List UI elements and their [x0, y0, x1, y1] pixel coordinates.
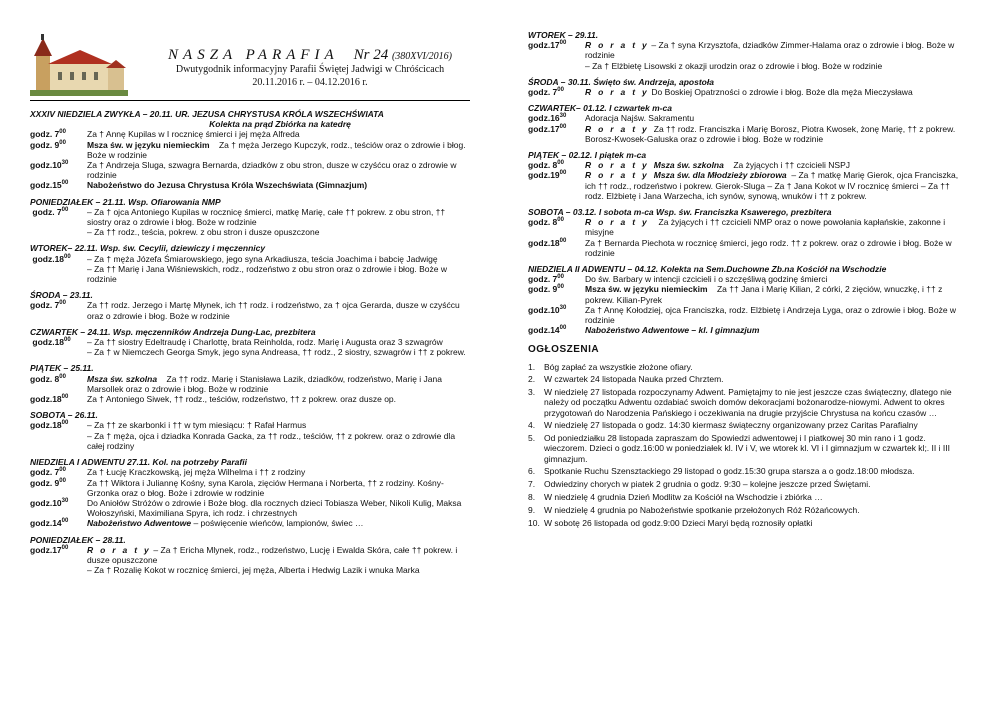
- section-saturday-2611: [30, 410, 470, 451]
- section-saturday-0312: [528, 207, 964, 258]
- mass-row: $godz.14^{00}$ Nabożeństwo Adwentowe – kl. I gimnazjum: [528, 325, 760, 336]
- mass-row: godz. $8^{00}$ R o r a t y Msza św. szkolna Za żyjących i †† czcicieli NSPJ: [528, 160, 850, 171]
- section-sunday-2011: [30, 109, 470, 191]
- masthead-text: [148, 47, 472, 89]
- mass-row: $godz.17^{00}$ R o r a t y Za †† rodz. Franciszka i Marię Borosz, Piotra Kwosek, żonę Marię, †† z pokrew. Borosz-Kwosek-Galuska oraz o zdrowie i błog. Boże w rodzinie: [528, 123, 956, 144]
- left-column: [30, 0, 470, 581]
- mass-row: $godz.10^{30}$ Za † Andrzeja Sluga, szwagra Bernarda, dziadków z obu stron, dusze w czyśćcu oraz o zdrowie w rodzinie: [30, 160, 457, 181]
- section-monday-2111: [30, 197, 470, 238]
- mass-row: godz. $9^{00}$ Msza św. w języku niemieckim Za † męża Jerzego Kupczyk, rodz., teściów oraz o zdrowie i błog. Boże w rodzinie: [30, 139, 466, 160]
- mass-row: godz. $7^{00}$ Za † Łucję Kraczkowską, jej męża Wilhelma i †† z rodziny: [30, 467, 306, 478]
- mass-row: godz. $8^{00}$ R o r a t y Za żyjących i †† czcicieli NMP oraz o nowe powołania kapłańskie, zakonne i misyjne: [528, 217, 946, 238]
- section-heading: CZWARTEK – 24.11. Wsp. męczenników Andrzeja Dung-Lac, prezbitera: [30, 326, 316, 337]
- mass-row: $godz.18^{00}$ – Za † męża Józefa Śmiarowskiego, jego syna Arkadiusza, teścia Joachima i babcię Jadwigę – Za †† Marię i Jana Wiśniewskich, rodz., rodzeństwo z obu stron oraz o zdrowie i błog. Boże w rodzinie: [32, 253, 447, 285]
- announcement-item: 7. Odwiedziny chorych w piatek 2 grudnia o godz. 9:30 – kolejne jeszcze przed Świętami.: [528, 479, 871, 490]
- issue-number: Nr 24 (380XVI/2016): [353, 47, 452, 63]
- header-rule: [30, 100, 470, 101]
- church-logo: [30, 34, 128, 96]
- section-wednesday-2311: [30, 290, 470, 321]
- announcement-item: 4. W niedzielę 27 listopada o godz. 14:30 kiermasz świąteczny organizowany przez Caritas Parafialny: [528, 420, 918, 431]
- section-heading: WTOREK– 22.11. Wsp. św. Cecylii, dziewiczy i męczennicy: [30, 243, 266, 254]
- announcement-item: 10. W sobotę 26 listopada od godz.9:00 Dzieci Maryi będą roznosiły opłatki: [528, 517, 813, 528]
- mass-row: $godz.18^{00}$ – Za †† siostry Edeltraudę i Charlottę, brata Reinholda, rodz. Marię i Augusta oraz 3 szwagrów – Za † w Niemczech Georga Smyk, jego syna Andreasa, †† rodz., 2 siostry, szwagrów i †† z pokrew.: [32, 337, 466, 358]
- section-sunday-0412: [528, 264, 964, 335]
- announcement-item: 2. W czwartek 24 listopada Nauka przed Chrztem.: [528, 374, 724, 385]
- right-column: [528, 30, 964, 530]
- section-thursday-0112: [528, 103, 964, 144]
- mass-row: godz. $7^{00}$ Za †† rodz. Jerzego i Martę Młynek, ich †† rodz. i rodzeństwo, za † ojca Gerarda, dusze w czyśćcu oraz o zdrowie i błog. Boże w rodzinie: [30, 300, 460, 321]
- section-friday-2511: [30, 363, 470, 404]
- mass-row: $godz.10^{30}$ Za † Annę Kołodziej, ojca Franciszka, rodz. Elżbietę i Andrzeja Lyga, oraz o zdrowie i błog. Boże w rodzinie: [528, 304, 957, 326]
- section-subheading: Kolekta na prąd Zbiórka na katedrę: [209, 119, 351, 130]
- mass-row: $godz.10^{30}$ Do Aniołów Stróżów o zdrowie i Boże błog. dla rocznych dzieci Tobiasza Weber, Nikoli Kulig, Maksa Wołoszyński, Maximiliana Spyra, ich rodz. i chrzestnych: [30, 497, 462, 519]
- mass-row: godz. $7^{00}$ Do św. Barbary w intencji czcicieli i o szczęśliwą godzinę śmierci: [528, 274, 828, 285]
- section-heading: ŚRODA – 23.11.: [30, 290, 93, 301]
- mass-row: $godz.18^{00}$ Za † Antoniego Siwek, †† rodz., teściów, rodzeństwo, †† z pokrew. oraz dusze op.: [30, 394, 397, 405]
- section-heading: XXXIV NIEDZIELA ZWYKŁA – 20.11. UR. JEZUSA CHRYSTUSA KRÓLA WSZECHŚWIATA: [30, 109, 384, 119]
- section-monday-2811: [30, 535, 470, 576]
- section-heading: ŚRODA – 30.11. Święto św. Andrzeja, apostoła: [528, 76, 714, 87]
- mass-row: $godz.15^{00}$ Nabożeństwo do Jezusa Chrystusa Króla Wszechświata (Gimnazjum): [30, 180, 368, 191]
- section-sunday-2711: [30, 457, 470, 528]
- section-friday-0212: [528, 150, 964, 201]
- announcement-item: 8. W niedzielę 4 grudnia Dzień Modlitw za Kościół na Wschodzie i zbiórka …: [528, 492, 823, 503]
- issue-dates: 20.11.2016 r. – 04.12.2016 r.: [252, 77, 368, 89]
- mass-row: $godz.17^{00}$ R o r a t y – Za † syna Krzysztofa, dziadków Zimmer-Halama oraz o zdrowie i błog. Boże w rodzinie – Za † Elżbietę Lisowski z okazji urodzin oraz o zdrowie i błog. Boże w rodzinie: [528, 40, 955, 71]
- section-heading: SOBOTA – 03.12. I sobota m-ca Wsp. św. Franciszka Ksawerego, prezbitera: [528, 207, 832, 218]
- section-heading: WTOREK – 29.11.: [528, 30, 599, 40]
- section-heading: PONIEDZIAŁEK – 21.11. Wsp. Ofiarowania NMP: [30, 196, 221, 207]
- section-tuesday-2911: [528, 30, 964, 71]
- mass-row: $godz.17^{00}$ R o r a t y – Za † Ericha Mlynek, rodz., rodzeństwo, Lucję i Ewalda Skóra, całe †† pokrew. i dusze opuszczone – Za † Rozalię Kokot w rocznicę śmierci, jej męża, Alberta i Hedwig Lazik i wnuka Marka: [30, 544, 458, 576]
- announcement-item: 3. W niedzielę 27 listopada rozpoczynamy Adwent. Pamiętajmy to nie jest jeszcze czas świąteczny, dlatego nie należy od początku Adwentu ozdabiać swoich domów dekoracjami bożonarodze-niowymi. Adwent to okres przygotowań do Narodzenia Pańskiego i oczekiwania na drugie przyjście Chrystusa na końcu czasów …: [528, 387, 952, 418]
- section-heading: PONIEDZIAŁEK – 28.11.: [30, 534, 126, 545]
- mass-row: $godz.18^{00}$ Za † Bernarda Piechota w rocznicę śmierci, jego rodz. †† z pokrew. oraz o zdrowie i błog. Boże w rodzinie: [528, 237, 952, 258]
- mass-row: godz. $7^{00}$ R o r a t y Do Boskiej Opatrzności o zdrowie i błog. Boże dla męża Mieczysława: [528, 87, 913, 98]
- section-heading: SOBOTA – 26.11.: [30, 410, 98, 421]
- announcements-title: OGŁOSZENIA: [528, 344, 600, 356]
- section-heading: CZWARTEK– 01.12. I czwartek m-ca: [528, 103, 672, 114]
- section-thursday-2411: [30, 327, 470, 358]
- paper-subtitle: Dwutygodnik informacyjny Parafii Świętej Jadwigi w Chróścicach: [175, 64, 445, 76]
- section-heading: NIEDZIELA I ADWENTU 27.11. Kol. na potrzeby Parafii: [30, 457, 247, 468]
- mass-row: $godz.16^{30}$ Adoracja Najśw. Sakramentu: [528, 113, 695, 124]
- mass-row: $godz.14^{00}$ Nabożeństwo Adwentowe – poświęcenie wieńców, lampionów, świec …: [30, 518, 364, 529]
- mass-row: godz. $7^{00}$ – Za † ojca Antoniego Kupilas w rocznicę śmierci, matkę Marię, całe †† pokrew. z obu stron, †† siostry oraz o zdrowie i błog. Boże w rodzinie – Za †† rodz., teścia, pokrew. z obu stron i dusze opuszczone: [32, 206, 446, 238]
- mass-row: godz. $7^{00}$ Za † Annę Kupilas w I rocznicę śmierci i jej męża Alfreda: [30, 129, 300, 140]
- announcement-item: 6. Spotkanie Ruchu Szensztackiego 29 listopad o godz.15:30 grupa starsza a o godz.18:00 młodsza.: [528, 466, 915, 477]
- section-tuesday-2211: [30, 243, 470, 284]
- announcement-item: 1. Bóg zapłać za wszystkie złożone ofiary.: [528, 361, 693, 372]
- announcement-item: 9. W niedzielę 4 grudnia po Nabożeństwie spotkanie przełożonych Róż Różańcowych.: [528, 504, 860, 515]
- mass-row: $godz.18^{00}$ – Za †† ze skarbonki i †† w tym miesiącu: † Rafał Harmus – Za † męża, ojca i dziadka Konrada Gacka, za †† rodz., teściów, †† z pokrew. oraz o zdrowie dla całej rodziny: [30, 420, 456, 451]
- paper-title: NASZA PARAFIA: [168, 47, 339, 63]
- mass-row: godz. $8^{00}$ Msza św. szkolna Za †† rodz. Marię i Stanisława Lazik, dziadków, rodzeństwo, Marię i Jana Marsollek oraz o zdrowie i błog. Boże w rodzinie: [30, 373, 442, 394]
- announcement-item: 5. Od poniedziałku 28 listopada zapraszam do Spowiedzi adwentowej i I piatkowej 30 min rano i 1 godz. wieczorem. Dzieci o godz.16:00 w poniedziałek kl. IV i V, we wtorek kl. VI i I gimnazjum w czwartek kl;. II i III gimnazjum.: [528, 433, 950, 464]
- masthead: [30, 0, 470, 100]
- mass-row: godz. $9^{00}$ Msza św. w języku niemieckim Za †† Jana i Marię Kilian, 2 córki, 2 zięciów, wnuczkę, i †† z pokrew. Kilian-Pyrek: [528, 284, 943, 305]
- announcements-list: [528, 362, 964, 528]
- section-heading: NIEDZIELA II ADWENTU – 04.12. Kolekta na Sem.Duchowne Zb.na Kościół na Wschodzie: [528, 264, 887, 275]
- section-wednesday-3011: [528, 77, 964, 97]
- section-heading: PIĄTEK – 25.11.: [30, 363, 94, 374]
- section-heading: PIĄTEK – 02.12. I piątek m-ca: [528, 150, 647, 161]
- mass-row: $godz.19^{00}$ R o r a t y Msza św. dla Młodzieży zbiorowa – Za † matkę Marię Gierok, ojca Franciszka, ich †† rodz., rodzeństwo i pokrew. Gierok-Sluga – Za † Jana Kokot w IV rocznicę śmierci – Za †† rodz. Elżbietę i Jana Warzecha, ich synów, synową, wnuków i †† z pokrew.: [528, 170, 959, 201]
- mass-row: godz. $9^{00}$ Za †† Wiktora i Juliannę Kośny, syna Karola, zięciów Hermana i Norberta, †† z rodziny. Kośny-Grzonka oraz o błog. Boże i zdrowie w rodzinie: [30, 477, 444, 498]
